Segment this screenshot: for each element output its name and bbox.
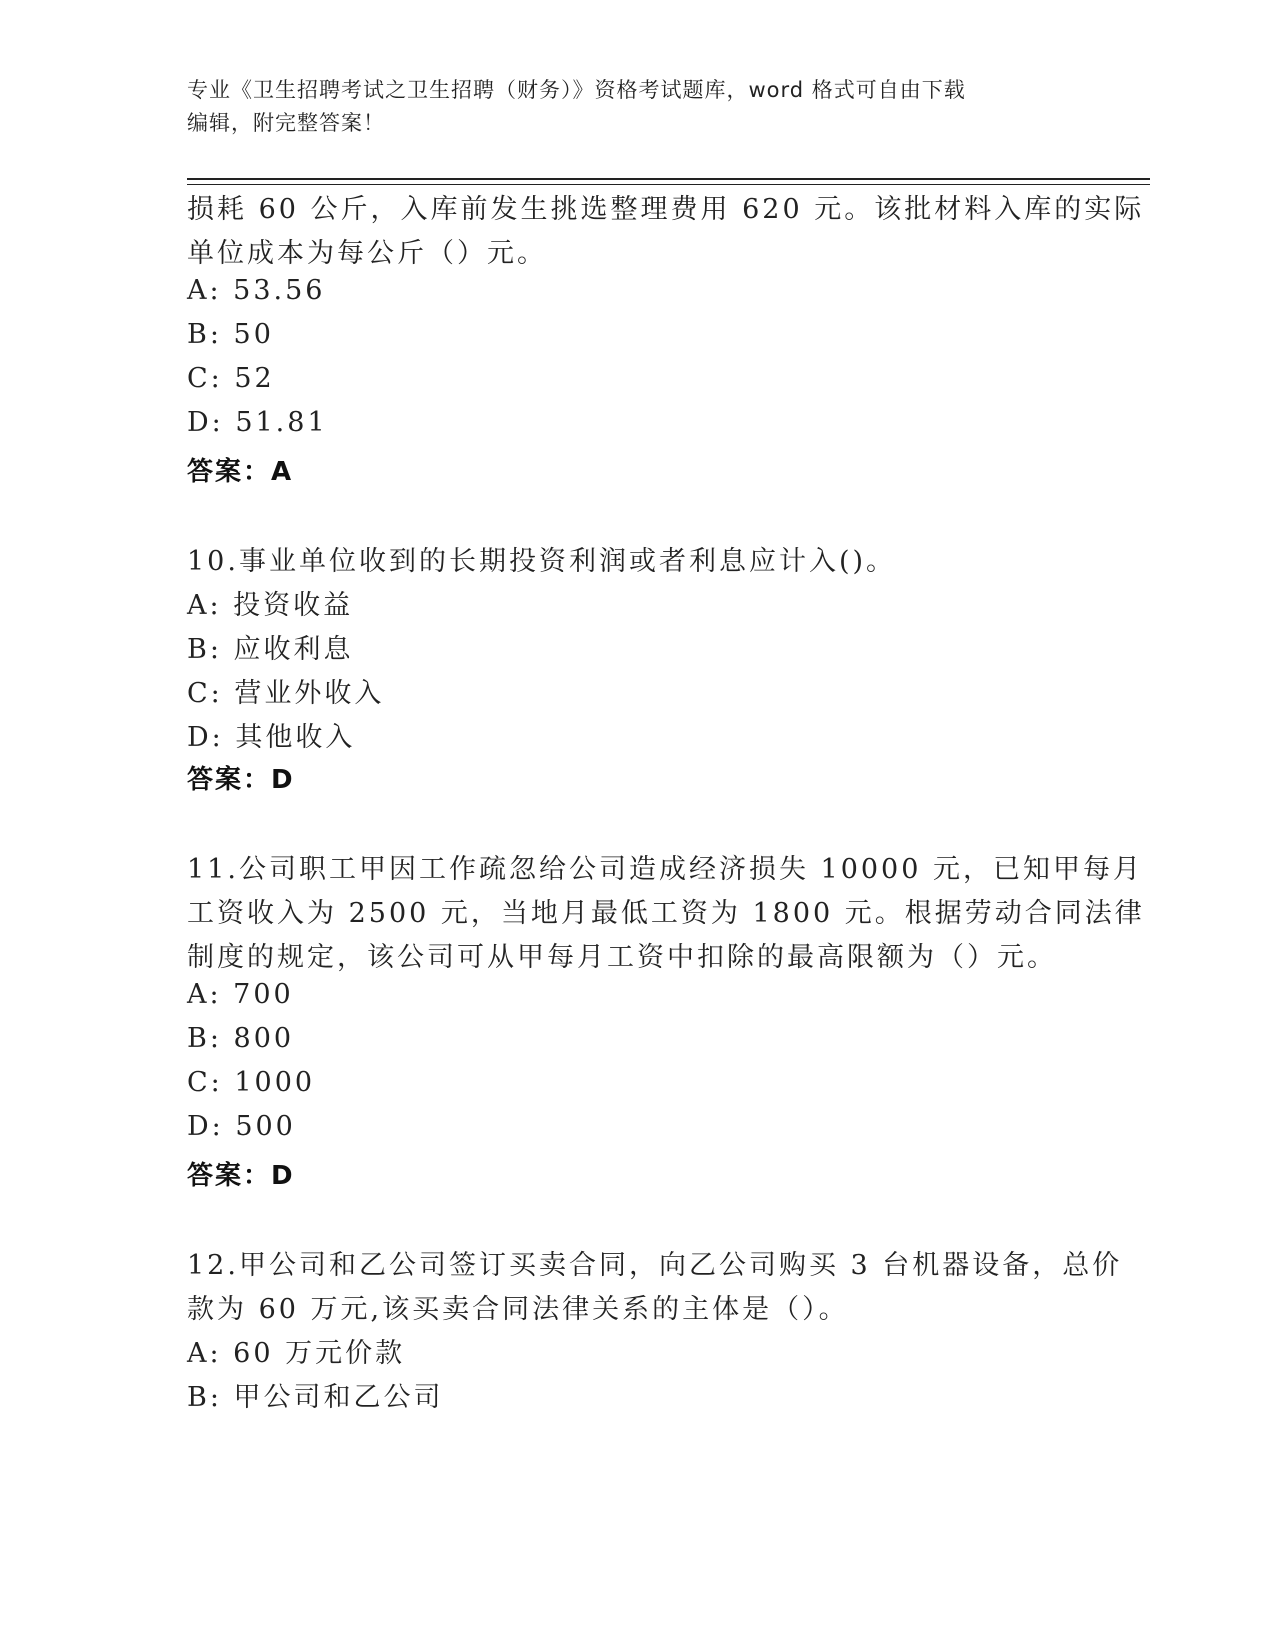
- question-9-option-c: C: 52: [187, 363, 275, 394]
- question-11-stem-line-3: 制度的规定，该公司可从甲每月工资中扣除的最高限额为（）元。: [187, 942, 1057, 973]
- header-divider-thick: [187, 178, 1150, 180]
- header-line-1: 专业《卫生招聘考试之卫生招聘（财务）》资格考试题库，word 格式可自由下载: [187, 78, 966, 102]
- question-11-option-d: D: 500: [187, 1111, 296, 1142]
- question-11-option-c: C: 1000: [187, 1067, 316, 1098]
- question-11-stem-line-1: 11.公司职工甲因工作疏忽给公司造成经济损失 10000 元，已知甲每月: [187, 854, 1143, 885]
- question-12-stem-line-1: 12.甲公司和乙公司签订买卖合同，向乙公司购买 3 台机器设备，总价: [187, 1250, 1123, 1281]
- question-9-stem-line-1: 损耗 60 公斤，入库前发生挑选整理费用 620 元。该批材料入库的实际: [187, 194, 1145, 225]
- header-line-2: 编辑，附完整答案！: [187, 111, 385, 135]
- question-12-option-a: A: 60 万元价款: [187, 1338, 406, 1369]
- question-9-option-d: D: 51.81: [187, 407, 328, 438]
- question-9-stem-line-2: 单位成本为每公斤（）元。: [187, 238, 547, 269]
- question-11-stem-line-2: 工资收入为 2500 元，当地月最低工资为 1800 元。根据劳动合同法律: [187, 898, 1145, 929]
- header-divider-thin: [187, 184, 1150, 185]
- question-11-option-a: A: 700: [187, 979, 294, 1010]
- question-10-option-d: D: 其他收入: [187, 722, 356, 753]
- question-10-stem-line-1: 10.事业单位收到的长期投资利润或者利息应计入()。: [187, 546, 897, 577]
- question-11-answer: 答案：D: [187, 1161, 295, 1191]
- question-9-option-a: A: 53.56: [187, 275, 326, 306]
- question-11-option-b: B: 800: [187, 1023, 295, 1054]
- question-9-option-b: B: 50: [187, 319, 274, 350]
- question-10-answer: 答案：D: [187, 765, 295, 795]
- question-9-answer: 答案：A: [187, 457, 294, 487]
- question-12-stem-line-2: 款为 60 万元,该买卖合同法律关系的主体是（）。: [187, 1294, 849, 1325]
- question-12-option-b: B: 甲公司和乙公司: [187, 1382, 444, 1413]
- document-header: [187, 74, 1087, 140]
- question-10-option-c: C: 营业外收入: [187, 678, 385, 709]
- question-10-option-a: A: 投资收益: [187, 590, 354, 621]
- question-10-option-b: B: 应收利息: [187, 634, 354, 665]
